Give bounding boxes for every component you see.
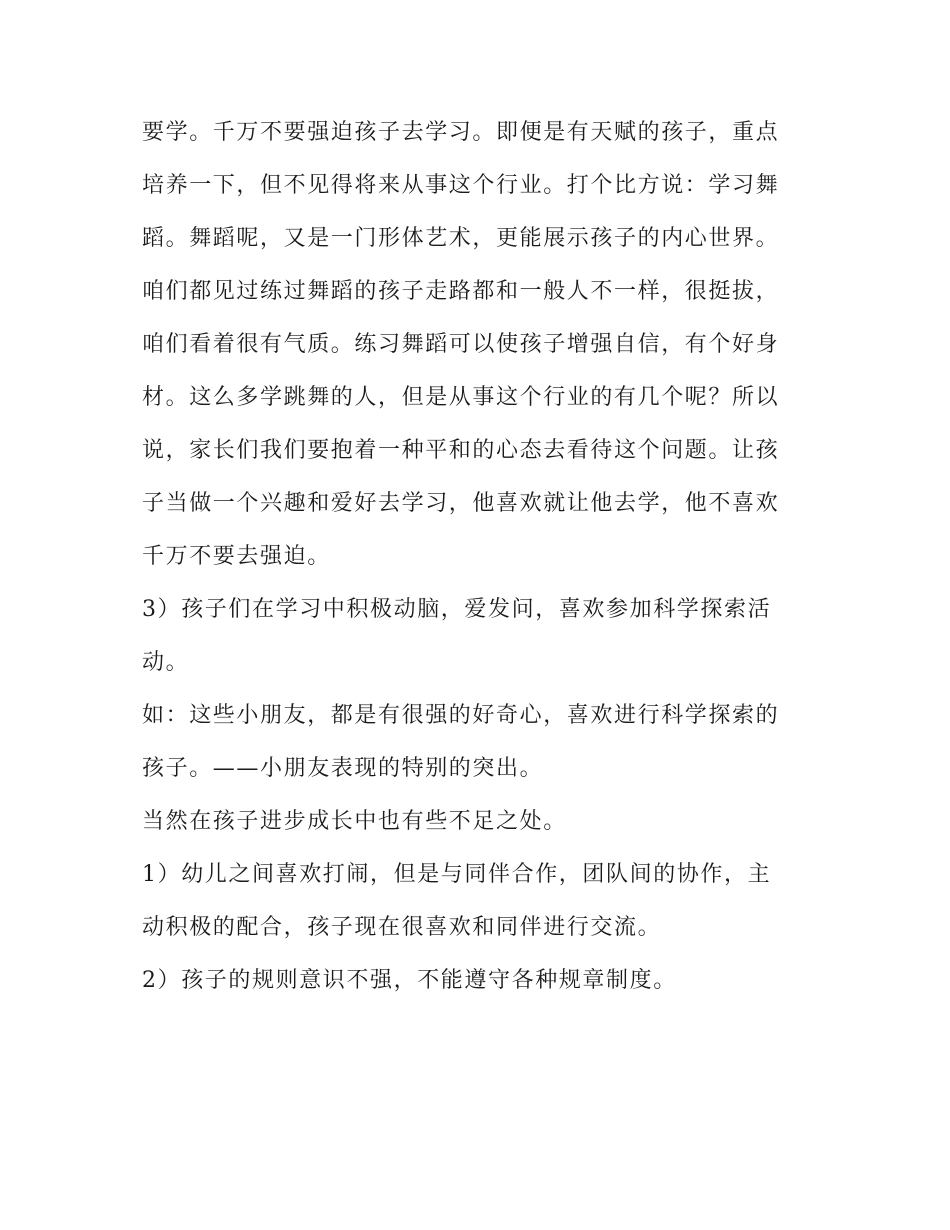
body-text [142,106,822,1007]
text-line: 动积极的配合，孩子现在很喜欢和同伴进行交流。 [142,915,662,940]
text-line: 1）幼儿之间喜欢打闹，但是与同伴合作，团队间的协作，主 [142,862,772,887]
text-line: 当然在孩子进步成长中也有些不足之处。 [142,809,567,834]
text-line: 孩子。——小朋友表现的特别的突出。 [142,756,544,781]
text-line: 千万不要去强迫。 [142,544,331,569]
text-line: 说，家长们我们要抱着一种平和的心态去看待这个问题。让孩 [142,438,780,463]
text-line: 子当做一个兴趣和爱好去学习，他喜欢就让他去学，他不喜欢 [142,491,780,516]
text-line: 3）孩子们在学习中积极动脑，爱发问，喜欢参加科学探索活 [142,597,772,622]
text-line: 2）孩子的规则意识不强，不能遵守各种规章制度。 [142,968,677,993]
text-line: 要学。千万不要强迫孩子去学习。即便是有天赋的孩子，重点 [142,120,780,145]
text-line: 如：这些小朋友，都是有很强的好奇心，喜欢进行科学探索的 [142,703,780,728]
text-line: 培养一下，但不见得将来从事这个行业。打个比方说：学习舞 [142,173,780,198]
text-line: 咱们看着很有气质。练习舞蹈可以使孩子增强自信，有个好身 [142,332,780,357]
text-line: 材。这么多学跳舞的人，但是从事这个行业的有几个呢？所以 [142,385,780,410]
text-line: 蹈。舞蹈呢，又是一门形体艺术，更能展示孩子的内心世界。 [142,226,780,251]
text-line: 动。 [142,650,190,675]
text-line: 咱们都见过练过舞蹈的孩子走路都和一般人不一样，很挺拔， [142,279,780,304]
